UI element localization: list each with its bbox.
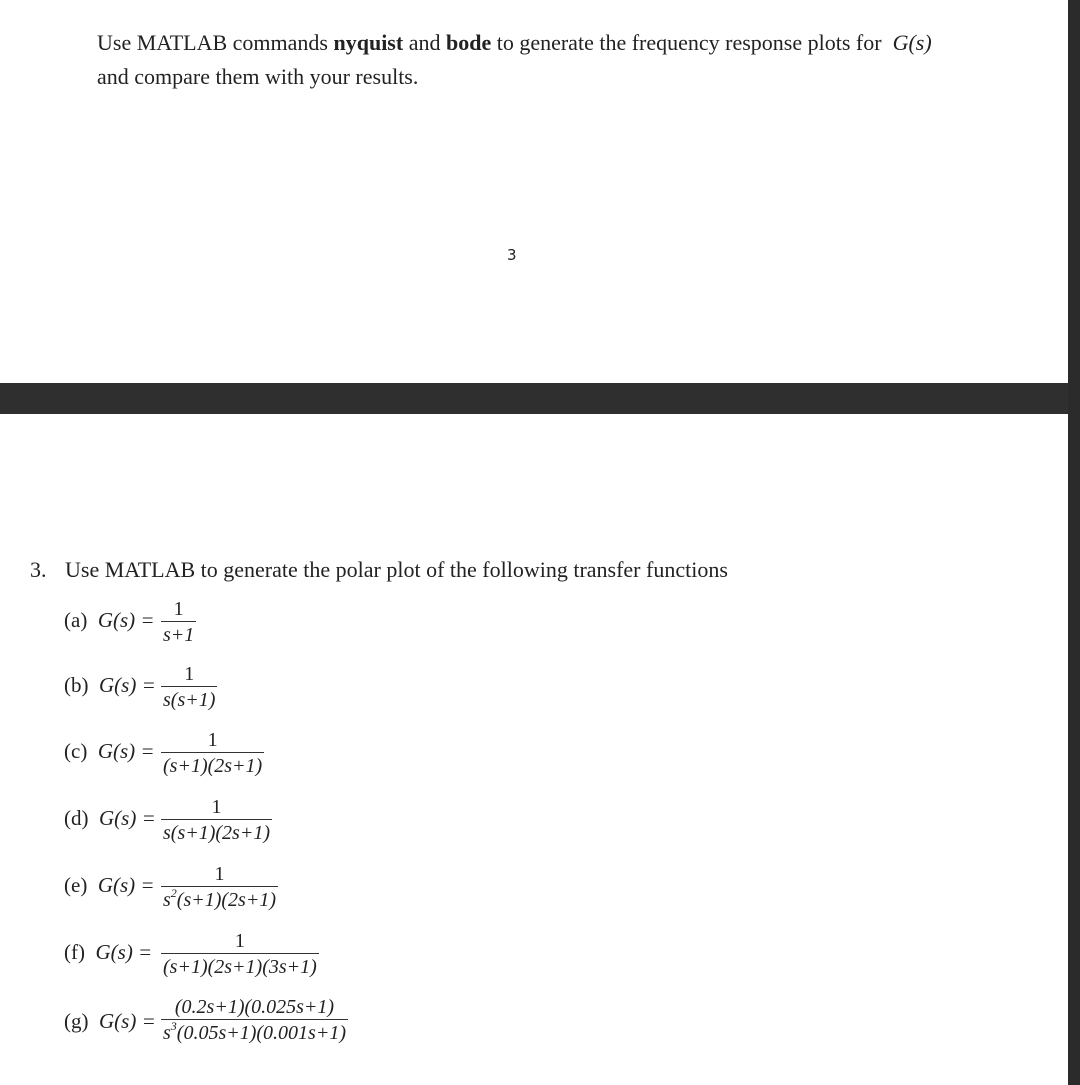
denominator: (s+1)(2s+1)(3s+1)	[163, 956, 317, 978]
item-label: (b) G(s) =	[64, 673, 156, 697]
numerator: 1	[214, 863, 225, 885]
item-label: (c) G(s) =	[64, 739, 155, 763]
nyquist-command: nyquist	[333, 30, 404, 55]
question-heading	[30, 557, 728, 583]
intro-text-2: and	[403, 30, 446, 55]
numerator: 1	[184, 663, 195, 685]
item-label: (g) G(s) =	[64, 1009, 156, 1033]
numerator: 1	[234, 930, 245, 952]
question-number: 3.	[30, 557, 47, 582]
item-label: (e) G(s) =	[64, 873, 155, 897]
question-text: Use MATLAB to generate the polar plot of the following transfer functions	[65, 557, 728, 582]
intro-function: G(s)	[892, 30, 932, 55]
item-label: (f) G(s) =	[64, 940, 153, 964]
denominator: s(s+1)	[163, 689, 216, 711]
page-separator	[0, 383, 1080, 414]
fraction	[161, 929, 319, 980]
intro-line-2: and compare them with your results.	[97, 64, 419, 89]
numerator: 1	[211, 796, 222, 818]
intro-text-1: Use MATLAB commands	[97, 30, 334, 55]
fraction	[161, 995, 348, 1046]
item-label: (d) G(s) =	[64, 806, 156, 830]
item-label: (a) G(s) =	[64, 608, 155, 632]
fraction	[161, 862, 278, 913]
denominator: $s^2(s+1)(2s+1)$	[163, 886, 276, 911]
denominator: (s+1)(2s+1)	[163, 755, 263, 777]
intro-paragraph	[97, 26, 977, 94]
viewer-edge	[1068, 0, 1080, 1085]
bode-command: bode	[445, 30, 492, 55]
numerator: 1	[173, 598, 184, 620]
fraction	[161, 795, 272, 846]
page-top	[0, 0, 1068, 383]
intro-text-3: to generate the frequency response plots for	[491, 30, 888, 55]
denominator: $s^3(0.05s+1)(0.001s+1)$	[163, 1019, 346, 1044]
numerator: (0.2s+1)(0.025s+1)	[174, 996, 335, 1018]
numerator: 1	[207, 729, 218, 751]
fraction	[161, 597, 196, 648]
page-number: 3	[507, 246, 517, 264]
denominator: s+1	[163, 624, 195, 646]
denominator: s(s+1)(2s+1)	[163, 822, 270, 844]
fraction	[161, 728, 264, 779]
fraction	[161, 662, 217, 713]
